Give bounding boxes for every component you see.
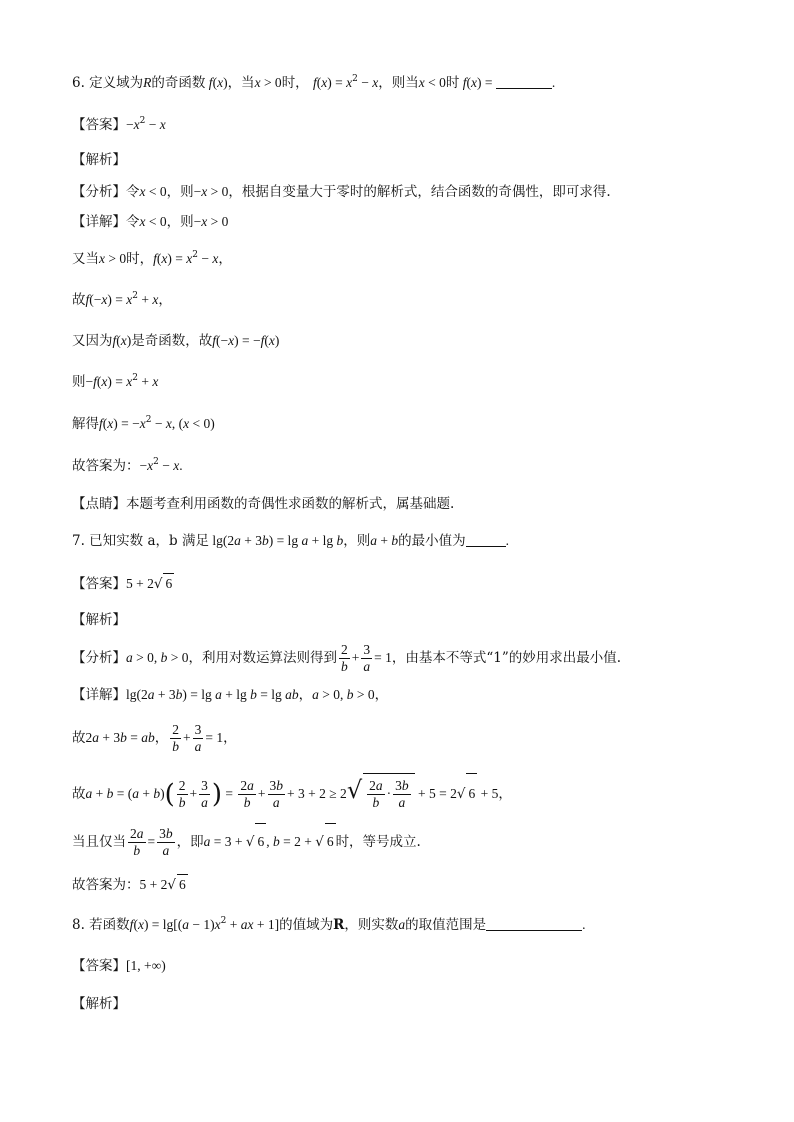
q6-answer: 【答案】$-x^2 - x$ [72,116,166,133]
q6-step-5: 解得$f(x) = -x^2 - x$, (x < 0) [72,415,215,432]
q7-fenxi: 【分析】a > 0, b > 0，利用对数运算法则得到 $\frac{2}{b}$ + $\frac{3}{a}$ = 1，由基本不等式“1”的妙用求出最小值. [72,642,622,674]
q8-answer: 【答案】[1, +∞) [72,958,166,974]
q6-step-2: 故$f(-x) = x^2 + x$， [72,291,172,308]
q6-final: 故答案为：$-x^2 - x$. [72,457,183,474]
q6-detail: 【详解】令x < 0，则−x > 0 [72,214,229,230]
q7-detail: 【详解】lg(2a + 3b) = lg a + lg b = lg ab，a > 0, b > 0， [72,687,389,703]
q7-step-3: 当且仅当 $\frac{2a}{b}$ = $\frac{3b}{a}$ ，即a = 3 + √ 6 , b = 2 + √ 6 时，等号成立. [72,823,421,860]
q6-comment: 【点睛】本题考查利用函数的奇偶性求函数的解析式，属基础题. [72,496,455,512]
q7-step-2: 故a + b = (a + b)( $\frac{2}{b}$ + $\frac{3}{a}$ ) = $\frac{2a}{b}$ + $\frac{3b}{a}$ + 3 + 2 ≥ 2√ $\frac{2a}{b}$ · $\frac{3b}{a}$ + 5 = 2√ 6 + 5， [72,770,512,815]
q6-step-4: 则$-f(x) = x^2 + x$ [72,373,159,390]
q6-step-3: 又因为f(x)是奇函数，故f(−x) = −f(x) [72,333,280,349]
q7-step-1: 故2a + 3b = ab， $\frac{2}{b}$ + $\frac{3}{a}$ = 1， [72,722,237,754]
q6-problem: 6. 定义域为R的奇函数 f(x)，当x > 0时， $f(x) = x^2 - x$，则当x < 0时 f(x) = . [72,74,556,91]
q6-step-1: 又当x > 0时，$f(x) = x^2 - x$， [72,250,232,267]
q7-answer: 【答案】5 + 2√ 6 [72,573,174,594]
q7-problem: 7. 已知实数 a，b 满足 lg(2a + 3b) = lg a + lg b，则a + b的最小值为 . [72,533,509,549]
q6-analysis-tag: 【解析】 [72,152,126,168]
q8-problem: 8. 若函数$f(x) = \lg[(a - 1)x^2$ + ax + 1]的值域为R，则实数a的取值范围是 . [72,916,586,933]
q8-analysis-tag: 【解析】 [72,996,126,1012]
q7-analysis-tag: 【解析】 [72,612,126,628]
q7-final: 故答案为：5 + 2√ 6 [72,874,188,895]
q6-fenxi: 【分析】令x < 0，则−x > 0，根据自变量大于零时的解析式，结合函数的奇偶性，即可求得. [72,184,611,200]
